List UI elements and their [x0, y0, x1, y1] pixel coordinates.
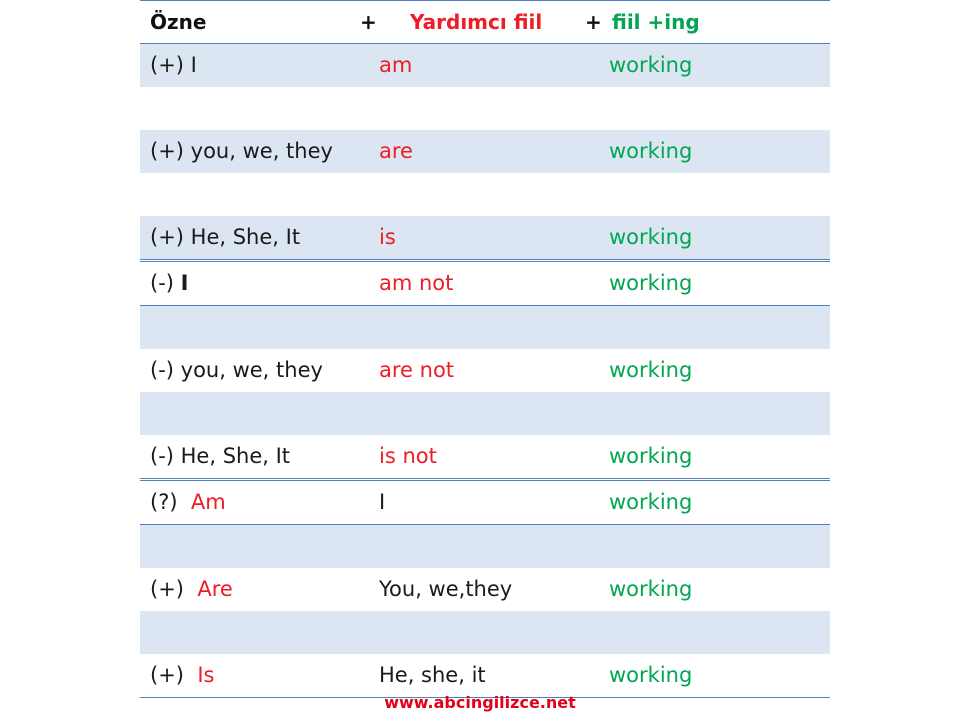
prefix-cell	[150, 481, 226, 524]
header-plus: +	[585, 10, 602, 34]
subject-cell: (-) you, we, they	[150, 358, 323, 382]
table-row-blank	[140, 173, 830, 216]
row-prefix: (+)	[150, 577, 198, 601]
verb-cell: working	[609, 663, 693, 687]
verb-cell: working	[609, 225, 693, 249]
auxiliary-cell: am	[379, 53, 413, 77]
subject-cell: (+) you, we, they	[150, 139, 333, 163]
subject-pronoun: I	[180, 271, 189, 295]
prefix-cell	[150, 654, 214, 697]
table-row	[140, 44, 830, 87]
verb-cell: working	[609, 444, 693, 468]
auxiliary-cell: are	[379, 139, 413, 163]
table-header	[140, 0, 830, 44]
subject-cell	[150, 262, 188, 305]
subject-prefix: (-)	[150, 271, 181, 295]
verb-cell: working	[609, 53, 693, 77]
verb-cell: working	[609, 490, 693, 514]
subject-cell: He, she, it	[379, 663, 486, 687]
table-row-blank	[140, 87, 830, 130]
header-subject: Özne	[150, 10, 207, 34]
row-prefix: (?)	[150, 490, 191, 514]
table-row	[140, 435, 830, 478]
verb-cell: working	[609, 358, 693, 382]
verb-cell: working	[609, 271, 693, 295]
verb-cell: working	[609, 139, 693, 163]
table-row-blank	[140, 392, 830, 435]
table-row	[140, 259, 830, 305]
table-row	[140, 654, 830, 698]
subject-cell: I	[379, 490, 386, 514]
table-row	[140, 130, 830, 173]
question-auxiliary: Are	[197, 577, 233, 601]
row-prefix: (+)	[150, 663, 198, 687]
table-row	[140, 568, 830, 611]
table-row	[140, 216, 830, 259]
header-verb: fiil +ing	[612, 10, 700, 34]
grammar-table	[140, 0, 830, 698]
auxiliary-cell: is not	[379, 444, 437, 468]
prefix-cell	[150, 568, 233, 611]
verb-cell: working	[609, 577, 693, 601]
table-row	[140, 478, 830, 524]
table-row	[140, 349, 830, 392]
subject-cell: You, we,they	[379, 577, 513, 601]
subject-cell: (-) He, She, It	[150, 444, 291, 468]
question-auxiliary: Am	[190, 490, 226, 514]
table-row-blank	[140, 305, 830, 349]
table-row-blank	[140, 524, 830, 568]
auxiliary-cell: is	[379, 225, 396, 249]
auxiliary-cell: am not	[379, 271, 454, 295]
subject-cell: (+) I	[150, 53, 197, 77]
subject-cell: (+) He, She, It	[150, 225, 301, 249]
auxiliary-cell: are not	[379, 358, 455, 382]
website-link[interactable]: www.abcingilizce.net	[384, 693, 576, 712]
header-auxiliary: Yardımcı fiil	[410, 10, 543, 34]
table-row-blank	[140, 611, 830, 654]
header-plus: +	[360, 10, 377, 34]
question-auxiliary: Is	[197, 663, 215, 687]
